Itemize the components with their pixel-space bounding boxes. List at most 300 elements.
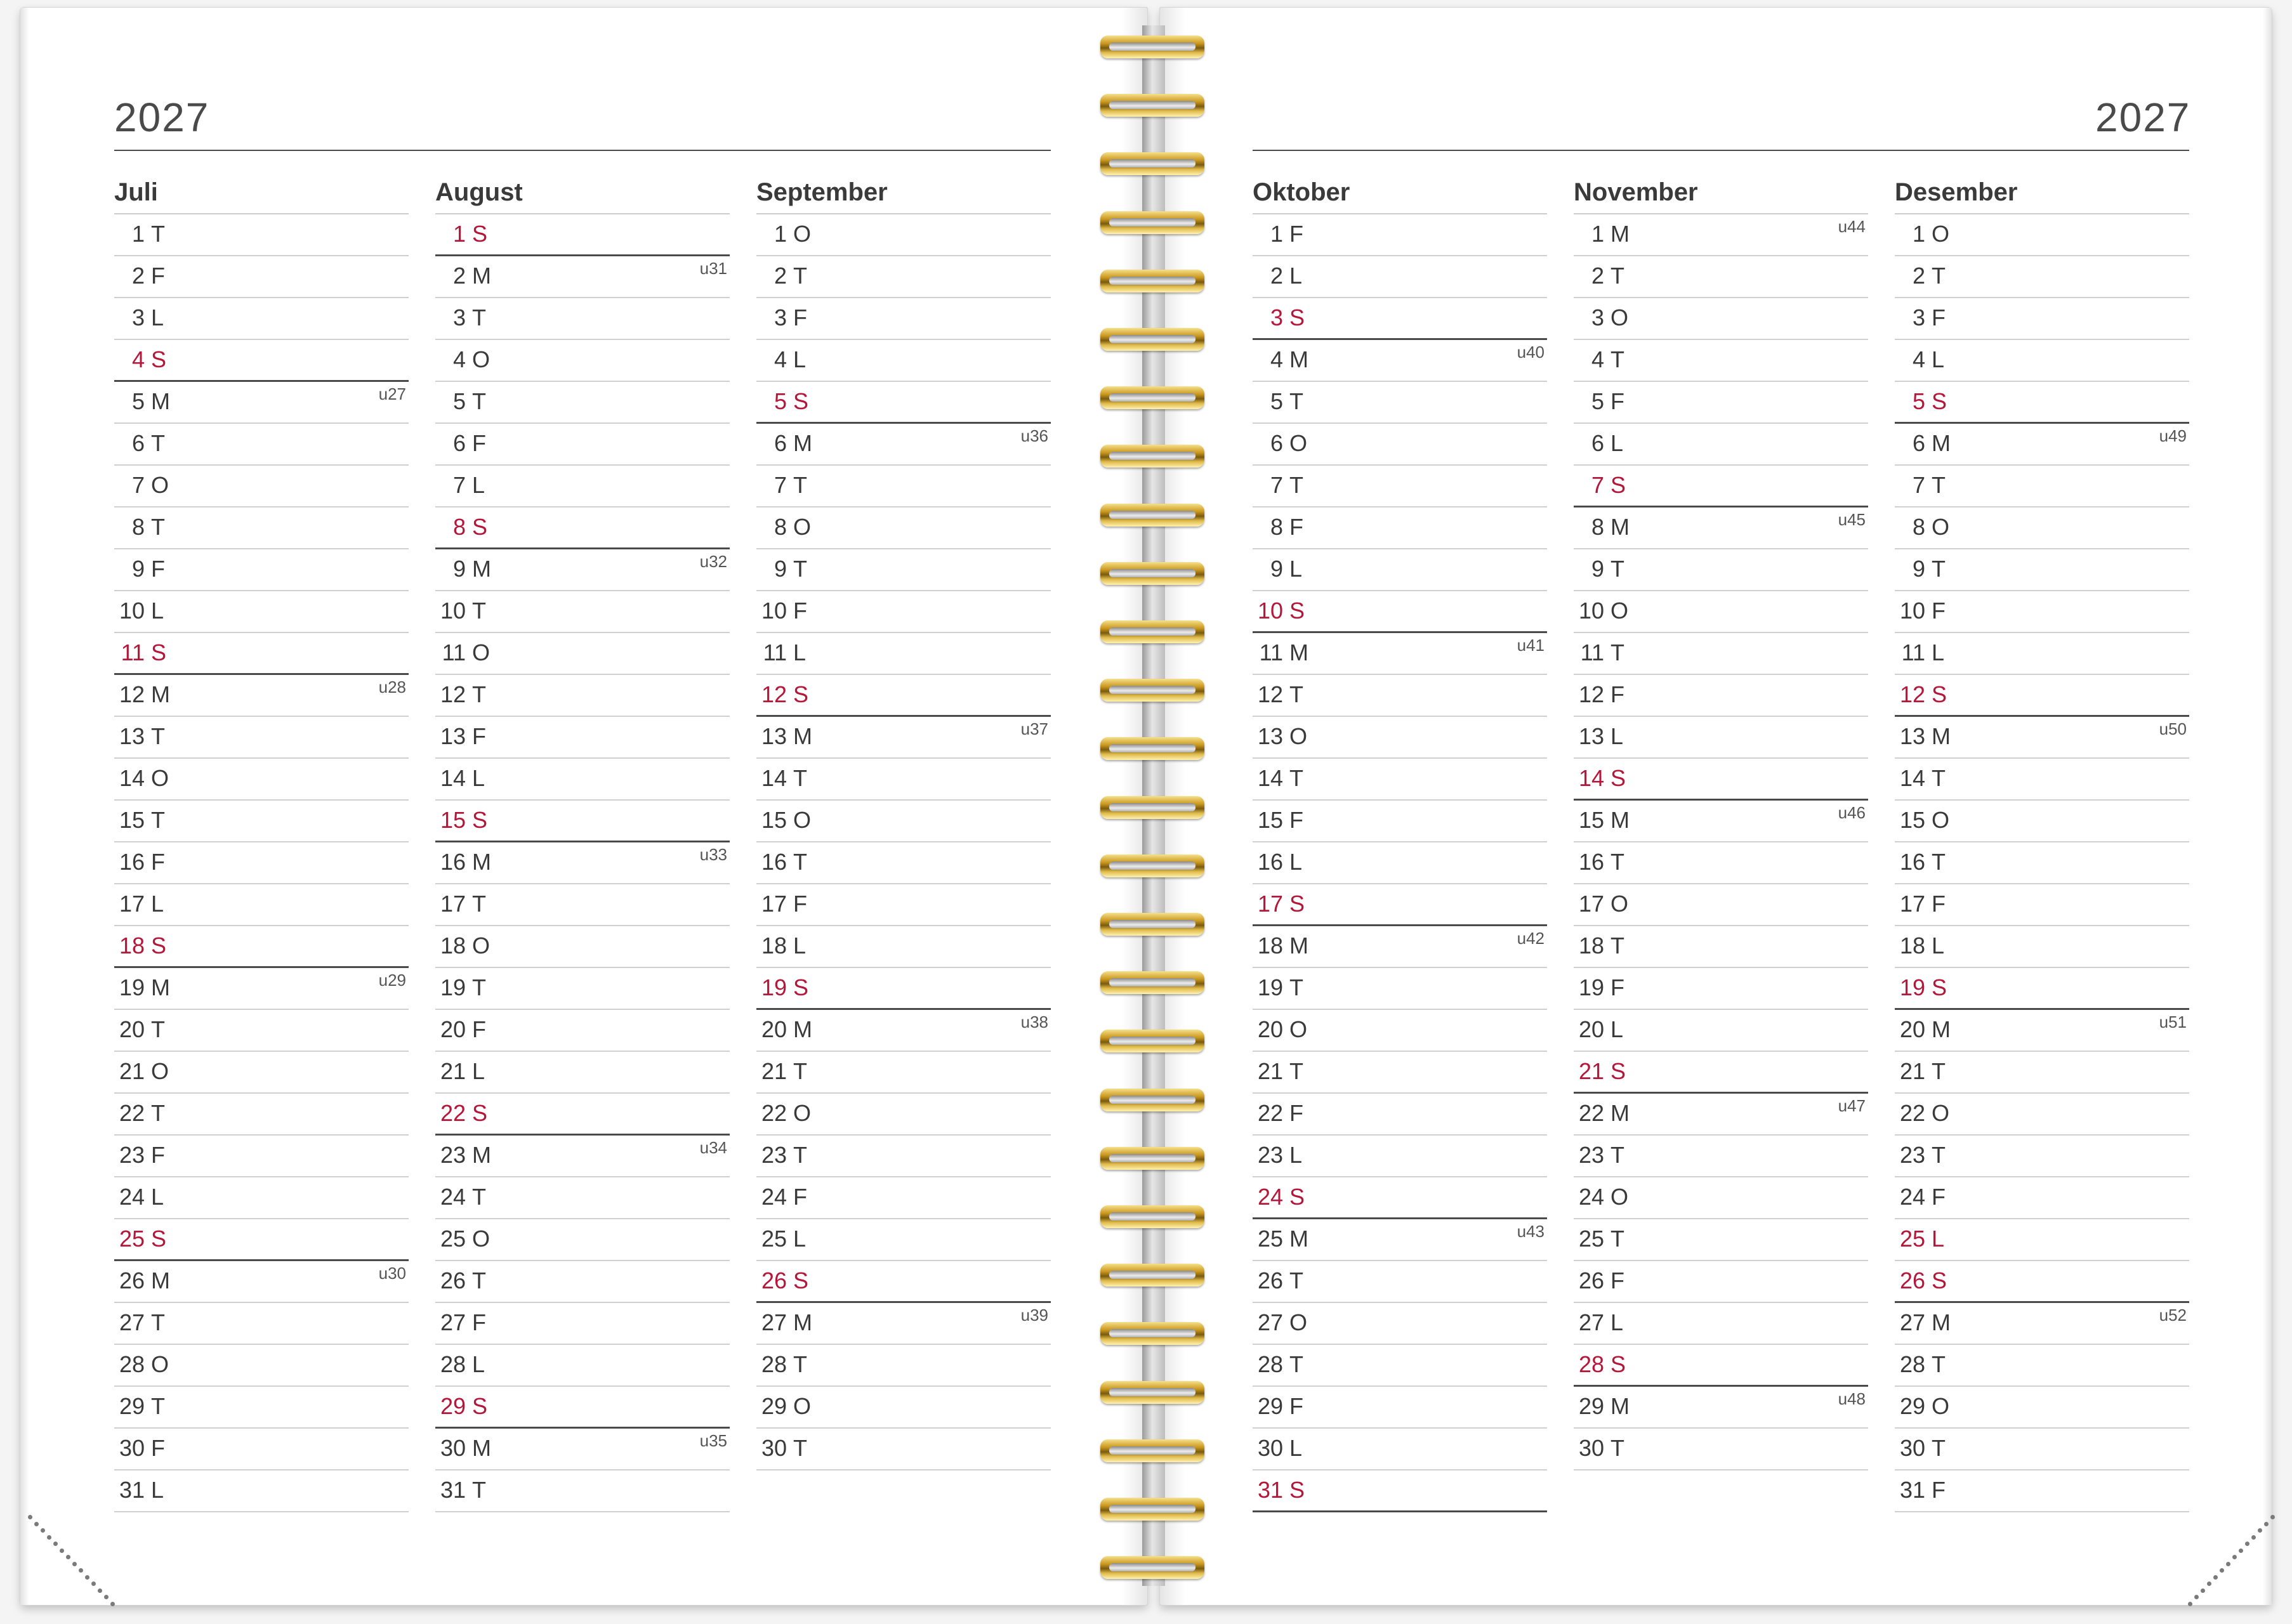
day-row[interactable] bbox=[435, 466, 730, 508]
corner-dot-left bbox=[41, 1528, 45, 1533]
day-row[interactable] bbox=[114, 968, 409, 1010]
day-row[interactable] bbox=[1574, 256, 1868, 298]
day-row[interactable] bbox=[1574, 717, 1868, 759]
day-number: 8 bbox=[131, 514, 145, 540]
day-row[interactable] bbox=[1574, 466, 1868, 508]
day-number: 27 bbox=[1899, 1309, 1925, 1335]
day-row[interactable] bbox=[1895, 340, 2189, 382]
header-rule-right bbox=[1253, 150, 2189, 151]
weekday-letter: F bbox=[1289, 807, 1303, 833]
day-row[interactable] bbox=[1895, 675, 2189, 717]
day-row[interactable] bbox=[756, 256, 1051, 298]
day-row[interactable] bbox=[114, 1303, 409, 1345]
day-number: 2 bbox=[452, 263, 466, 289]
day-row[interactable] bbox=[756, 884, 1051, 926]
day-row[interactable] bbox=[1895, 591, 2189, 633]
weekday-letter: F bbox=[1289, 221, 1303, 247]
day-row[interactable] bbox=[756, 591, 1051, 633]
day-row[interactable] bbox=[114, 298, 409, 340]
day-row[interactable] bbox=[1895, 717, 2189, 759]
day-row[interactable] bbox=[756, 842, 1051, 884]
weekday-letter: S bbox=[472, 514, 488, 540]
day-number: 12 bbox=[1899, 681, 1925, 707]
day-row[interactable] bbox=[756, 508, 1051, 549]
day-number: 9 bbox=[1912, 556, 1925, 582]
weekday-letter: L bbox=[1932, 346, 1945, 372]
weekday-letter: T bbox=[1289, 472, 1303, 498]
day-row[interactable] bbox=[114, 926, 409, 968]
day-row[interactable] bbox=[114, 1387, 409, 1429]
weekday-letter: S bbox=[1289, 891, 1305, 917]
week-number: u42 bbox=[1517, 929, 1544, 948]
day-number: 5 bbox=[774, 388, 787, 414]
weekday-letter: M bbox=[1932, 1016, 1951, 1042]
day-row[interactable] bbox=[756, 466, 1051, 508]
binding-ring bbox=[1100, 1205, 1204, 1228]
week-number: u48 bbox=[1838, 1389, 1866, 1408]
day-number: 10 bbox=[440, 598, 466, 624]
day-number: 11 bbox=[763, 639, 787, 665]
weekday-letter: L bbox=[472, 472, 485, 498]
day-row[interactable] bbox=[1253, 549, 1547, 591]
day-number: 26 bbox=[119, 1267, 145, 1293]
day-row[interactable] bbox=[114, 214, 409, 256]
day-number: 5 bbox=[452, 388, 466, 414]
day-number: 17 bbox=[1899, 891, 1925, 917]
day-row[interactable] bbox=[1895, 1052, 2189, 1094]
day-row[interactable] bbox=[114, 1136, 409, 1177]
day-row[interactable] bbox=[1253, 717, 1547, 759]
weekday-letter: T bbox=[472, 598, 486, 624]
page-edge bbox=[20, 8, 29, 1605]
day-number: 25 bbox=[1578, 1226, 1604, 1252]
day-row[interactable] bbox=[114, 340, 409, 382]
binding-ring bbox=[1100, 971, 1204, 994]
day-row[interactable] bbox=[1253, 884, 1547, 926]
weekday-letter: L bbox=[1932, 1226, 1945, 1252]
day-row[interactable] bbox=[1574, 549, 1868, 591]
day-row[interactable] bbox=[1253, 340, 1547, 382]
day-number: 3 bbox=[774, 304, 787, 331]
day-row[interactable] bbox=[756, 1345, 1051, 1387]
day-row[interactable] bbox=[1574, 1429, 1868, 1470]
day-row[interactable] bbox=[435, 759, 730, 801]
weekday-letter: O bbox=[151, 765, 169, 791]
day-row[interactable] bbox=[114, 1429, 409, 1470]
day-row[interactable] bbox=[1574, 214, 1868, 256]
day-row[interactable] bbox=[756, 424, 1051, 466]
day-row[interactable] bbox=[435, 1094, 730, 1136]
day-row[interactable] bbox=[435, 1345, 730, 1387]
day-row[interactable] bbox=[1253, 675, 1547, 717]
day-row[interactable] bbox=[435, 591, 730, 633]
binding-ring bbox=[1100, 152, 1204, 175]
day-row[interactable] bbox=[114, 759, 409, 801]
day-number: 19 bbox=[1257, 974, 1283, 1000]
day-row[interactable] bbox=[1574, 759, 1868, 801]
weekday-letter: L bbox=[151, 1184, 164, 1210]
weekday-letter: T bbox=[472, 388, 486, 414]
day-row[interactable] bbox=[1574, 1136, 1868, 1177]
day-row[interactable] bbox=[756, 968, 1051, 1010]
day-row[interactable] bbox=[114, 424, 409, 466]
day-number: 8 bbox=[452, 514, 466, 540]
day-number: 22 bbox=[1257, 1100, 1283, 1126]
day-row[interactable] bbox=[1895, 466, 2189, 508]
day-row[interactable] bbox=[1895, 759, 2189, 801]
day-row[interactable] bbox=[435, 717, 730, 759]
day-row[interactable] bbox=[1253, 633, 1547, 675]
day-row[interactable] bbox=[1574, 801, 1868, 842]
day-number: 8 bbox=[1591, 514, 1604, 540]
day-row[interactable] bbox=[1574, 926, 1868, 968]
day-row[interactable] bbox=[1895, 1345, 2189, 1387]
day-row[interactable] bbox=[1574, 298, 1868, 340]
binding-ring bbox=[1100, 1147, 1204, 1170]
day-row[interactable] bbox=[114, 801, 409, 842]
day-row[interactable] bbox=[1253, 1303, 1547, 1345]
weekday-letter: T bbox=[1610, 346, 1624, 372]
day-row[interactable] bbox=[1253, 214, 1547, 256]
day-row[interactable] bbox=[435, 256, 730, 298]
day-row[interactable] bbox=[114, 382, 409, 424]
day-row[interactable] bbox=[1253, 1470, 1547, 1512]
day-row[interactable] bbox=[1253, 801, 1547, 842]
day-row[interactable] bbox=[1895, 968, 2189, 1010]
day-row[interactable] bbox=[1574, 1261, 1868, 1303]
day-row[interactable] bbox=[435, 1052, 730, 1094]
day-row[interactable] bbox=[114, 1345, 409, 1387]
day-row[interactable] bbox=[435, 1261, 730, 1303]
day-row[interactable] bbox=[1574, 1094, 1868, 1136]
day-row[interactable] bbox=[435, 1303, 730, 1345]
day-row[interactable] bbox=[1895, 1470, 2189, 1512]
day-row[interactable] bbox=[114, 675, 409, 717]
day-row[interactable] bbox=[114, 633, 409, 675]
day-number: 11 bbox=[121, 639, 145, 665]
page-edge bbox=[2263, 8, 2272, 1605]
day-number: 19 bbox=[440, 974, 466, 1000]
day-row[interactable] bbox=[114, 1010, 409, 1052]
day-row[interactable] bbox=[1574, 1387, 1868, 1429]
weekday-letter: F bbox=[151, 849, 165, 875]
day-row[interactable] bbox=[1574, 1177, 1868, 1219]
day-number: 7 bbox=[1591, 472, 1604, 498]
day-row[interactable] bbox=[435, 549, 730, 591]
day-row[interactable] bbox=[1895, 1303, 2189, 1345]
day-row[interactable] bbox=[1895, 842, 2189, 884]
day-number: 6 bbox=[1270, 430, 1283, 456]
day-row[interactable] bbox=[435, 801, 730, 842]
day-row[interactable] bbox=[1253, 1136, 1547, 1177]
month-name: Desember bbox=[1895, 178, 2018, 206]
day-row[interactable] bbox=[114, 256, 409, 298]
weekday-letter: L bbox=[472, 1058, 485, 1084]
day-number: 8 bbox=[774, 514, 787, 540]
weekday-letter: L bbox=[151, 891, 164, 917]
day-row[interactable] bbox=[1895, 1177, 2189, 1219]
weekday-letter: F bbox=[1610, 1267, 1624, 1293]
day-row[interactable] bbox=[1895, 1094, 2189, 1136]
day-row[interactable] bbox=[1253, 1010, 1547, 1052]
day-row[interactable] bbox=[1574, 1052, 1868, 1094]
day-row[interactable] bbox=[1574, 424, 1868, 466]
weekday-letter: T bbox=[793, 1435, 807, 1461]
day-row[interactable] bbox=[756, 1136, 1051, 1177]
day-row[interactable] bbox=[435, 1010, 730, 1052]
day-row[interactable] bbox=[1574, 340, 1868, 382]
day-row[interactable] bbox=[1253, 591, 1547, 633]
day-row[interactable] bbox=[1895, 884, 2189, 926]
day-row[interactable] bbox=[435, 633, 730, 675]
weekday-letter: L bbox=[1289, 263, 1303, 289]
day-row[interactable] bbox=[1574, 382, 1868, 424]
day-list bbox=[756, 213, 1051, 1470]
day-row[interactable] bbox=[1253, 1345, 1547, 1387]
day-row[interactable] bbox=[756, 298, 1051, 340]
week-number: u49 bbox=[2159, 426, 2187, 445]
day-row[interactable] bbox=[114, 884, 409, 926]
weekday-letter: M bbox=[1610, 1100, 1630, 1126]
weekday-letter: F bbox=[472, 723, 486, 749]
day-row[interactable] bbox=[1895, 298, 2189, 340]
day-number: 1 bbox=[774, 221, 787, 247]
day-row[interactable] bbox=[1253, 842, 1547, 884]
day-row[interactable] bbox=[1253, 759, 1547, 801]
day-row[interactable] bbox=[114, 466, 409, 508]
weekday-letter: F bbox=[1289, 1100, 1303, 1126]
day-row[interactable] bbox=[756, 340, 1051, 382]
weekday-letter: M bbox=[793, 1309, 812, 1335]
day-row[interactable] bbox=[435, 340, 730, 382]
day-number: 18 bbox=[761, 933, 787, 959]
day-row[interactable] bbox=[1253, 1094, 1547, 1136]
day-row[interactable] bbox=[114, 1219, 409, 1261]
day-row[interactable] bbox=[1253, 382, 1547, 424]
weekday-letter: T bbox=[793, 1058, 807, 1084]
day-row[interactable] bbox=[1253, 1219, 1547, 1261]
day-row[interactable] bbox=[1574, 884, 1868, 926]
day-number: 9 bbox=[452, 556, 466, 582]
day-row[interactable] bbox=[435, 1177, 730, 1219]
day-row[interactable] bbox=[1253, 968, 1547, 1010]
week-number: u46 bbox=[1838, 803, 1866, 822]
weekday-letter: T bbox=[1932, 1058, 1946, 1084]
day-row[interactable] bbox=[756, 1303, 1051, 1345]
day-row[interactable] bbox=[1895, 1261, 2189, 1303]
day-number: 28 bbox=[761, 1351, 787, 1377]
corner-dot-right bbox=[2220, 1568, 2224, 1573]
day-number: 4 bbox=[452, 346, 466, 372]
weekday-letter: O bbox=[1932, 221, 1950, 247]
day-row[interactable] bbox=[1895, 424, 2189, 466]
weekday-letter: S bbox=[472, 807, 488, 833]
weekday-letter: O bbox=[472, 346, 491, 372]
weekday-letter: T bbox=[1610, 1142, 1624, 1168]
day-number: 30 bbox=[440, 1435, 466, 1461]
day-row[interactable] bbox=[1574, 1345, 1868, 1387]
weekday-letter: S bbox=[1610, 765, 1626, 791]
day-row[interactable] bbox=[756, 214, 1051, 256]
day-row[interactable] bbox=[435, 382, 730, 424]
week-number: u32 bbox=[699, 552, 727, 571]
day-row[interactable] bbox=[1895, 801, 2189, 842]
weekday-letter: M bbox=[1932, 430, 1951, 456]
day-row[interactable] bbox=[756, 549, 1051, 591]
day-row[interactable] bbox=[435, 675, 730, 717]
day-row[interactable] bbox=[114, 717, 409, 759]
binding-ring bbox=[1100, 445, 1204, 468]
day-number: 27 bbox=[440, 1309, 466, 1335]
day-row[interactable] bbox=[756, 759, 1051, 801]
day-number: 3 bbox=[131, 304, 145, 331]
day-row[interactable] bbox=[435, 1429, 730, 1470]
week-number: u34 bbox=[699, 1138, 727, 1157]
month-column-september bbox=[756, 171, 1051, 1470]
day-number: 3 bbox=[1270, 304, 1283, 331]
day-row[interactable] bbox=[1895, 508, 2189, 549]
day-number: 22 bbox=[1899, 1100, 1925, 1126]
day-number: 10 bbox=[1257, 598, 1283, 624]
weekday-letter: S bbox=[1289, 598, 1305, 624]
day-row[interactable] bbox=[1895, 1387, 2189, 1429]
day-row[interactable] bbox=[756, 675, 1051, 717]
day-number: 26 bbox=[1578, 1267, 1604, 1293]
day-row[interactable] bbox=[756, 1010, 1051, 1052]
day-row[interactable] bbox=[435, 884, 730, 926]
day-row[interactable] bbox=[1895, 633, 2189, 675]
weekday-letter: O bbox=[1932, 1393, 1950, 1419]
day-number: 5 bbox=[131, 388, 145, 414]
day-number: 15 bbox=[119, 807, 145, 833]
day-number: 20 bbox=[1257, 1016, 1283, 1042]
day-row[interactable] bbox=[1574, 675, 1868, 717]
day-row[interactable] bbox=[435, 424, 730, 466]
day-number: 6 bbox=[1912, 430, 1925, 456]
weekday-letter: M bbox=[472, 1435, 491, 1461]
day-row[interactable] bbox=[114, 549, 409, 591]
day-row[interactable] bbox=[1253, 1052, 1547, 1094]
weekday-letter: O bbox=[1289, 430, 1308, 456]
day-row[interactable] bbox=[756, 382, 1051, 424]
weekday-letter: T bbox=[472, 974, 486, 1000]
day-row[interactable] bbox=[114, 1261, 409, 1303]
day-row[interactable] bbox=[114, 1094, 409, 1136]
day-row[interactable] bbox=[1574, 633, 1868, 675]
binding-ring bbox=[1100, 211, 1204, 234]
day-row[interactable] bbox=[435, 842, 730, 884]
day-row[interactable] bbox=[435, 1219, 730, 1261]
day-row[interactable] bbox=[1253, 1387, 1547, 1429]
day-row[interactable] bbox=[435, 1136, 730, 1177]
day-row[interactable] bbox=[756, 1177, 1051, 1219]
day-row[interactable] bbox=[114, 508, 409, 549]
day-row[interactable] bbox=[756, 633, 1051, 675]
week-number: u27 bbox=[378, 384, 406, 403]
day-row[interactable] bbox=[435, 508, 730, 549]
day-row[interactable] bbox=[1253, 508, 1547, 549]
day-row[interactable] bbox=[1253, 256, 1547, 298]
day-row[interactable] bbox=[1895, 1429, 2189, 1470]
day-row[interactable] bbox=[756, 1094, 1051, 1136]
day-row[interactable] bbox=[1574, 591, 1868, 633]
day-row[interactable] bbox=[435, 214, 730, 256]
day-number: 27 bbox=[761, 1309, 787, 1335]
day-row[interactable] bbox=[1895, 1136, 2189, 1177]
day-row[interactable] bbox=[1253, 466, 1547, 508]
day-number: 2 bbox=[131, 263, 145, 289]
weekday-letter: O bbox=[151, 472, 169, 498]
day-row[interactable] bbox=[1253, 1429, 1547, 1470]
day-row[interactable] bbox=[1895, 256, 2189, 298]
day-row[interactable] bbox=[756, 926, 1051, 968]
weekday-letter: T bbox=[1289, 765, 1303, 791]
day-row[interactable] bbox=[435, 1387, 730, 1429]
day-row[interactable] bbox=[1574, 968, 1868, 1010]
day-row[interactable] bbox=[435, 298, 730, 340]
day-row[interactable] bbox=[756, 1052, 1051, 1094]
day-row[interactable] bbox=[1895, 214, 2189, 256]
day-row[interactable] bbox=[756, 1261, 1051, 1303]
day-row[interactable] bbox=[756, 801, 1051, 842]
day-row[interactable] bbox=[1253, 298, 1547, 340]
day-row[interactable] bbox=[435, 968, 730, 1010]
day-row[interactable] bbox=[1574, 508, 1868, 549]
weekday-letter: T bbox=[1289, 1267, 1303, 1293]
day-row[interactable] bbox=[1253, 926, 1547, 968]
day-row[interactable] bbox=[1895, 382, 2189, 424]
day-row[interactable] bbox=[114, 842, 409, 884]
day-row[interactable] bbox=[114, 1470, 409, 1512]
day-row[interactable] bbox=[435, 926, 730, 968]
day-row[interactable] bbox=[756, 1387, 1051, 1429]
day-row[interactable] bbox=[114, 591, 409, 633]
weekday-letter: M bbox=[1289, 1226, 1308, 1252]
day-number: 24 bbox=[1899, 1184, 1925, 1210]
weekday-letter: O bbox=[793, 1393, 812, 1419]
day-row[interactable] bbox=[1895, 1219, 2189, 1261]
day-row[interactable] bbox=[114, 1052, 409, 1094]
weekday-letter: M bbox=[1610, 1393, 1630, 1419]
day-row[interactable] bbox=[1574, 1010, 1868, 1052]
day-row[interactable] bbox=[435, 1470, 730, 1512]
day-row[interactable] bbox=[1895, 926, 2189, 968]
day-row[interactable] bbox=[756, 717, 1051, 759]
corner-dot-right bbox=[2264, 1522, 2269, 1526]
day-number: 9 bbox=[131, 556, 145, 582]
day-row[interactable] bbox=[1895, 1010, 2189, 1052]
day-number: 9 bbox=[1591, 556, 1604, 582]
day-row[interactable] bbox=[1253, 424, 1547, 466]
day-row[interactable] bbox=[1895, 549, 2189, 591]
day-row[interactable] bbox=[1574, 1219, 1868, 1261]
corner-dot-right bbox=[2207, 1581, 2211, 1586]
day-row[interactable] bbox=[1574, 842, 1868, 884]
day-number: 29 bbox=[119, 1393, 145, 1419]
day-row[interactable] bbox=[756, 1429, 1051, 1470]
day-row[interactable] bbox=[756, 1219, 1051, 1261]
day-row[interactable] bbox=[1574, 1303, 1868, 1345]
day-number: 21 bbox=[1578, 1058, 1604, 1084]
day-row[interactable] bbox=[114, 1177, 409, 1219]
weekday-letter: T bbox=[793, 472, 807, 498]
weekday-letter: S bbox=[1289, 1477, 1305, 1503]
day-row[interactable] bbox=[1253, 1177, 1547, 1219]
day-row[interactable] bbox=[1253, 1261, 1547, 1303]
weekday-letter: T bbox=[472, 1477, 486, 1503]
binding-ring bbox=[1100, 562, 1204, 585]
weekday-letter: M bbox=[472, 263, 491, 289]
